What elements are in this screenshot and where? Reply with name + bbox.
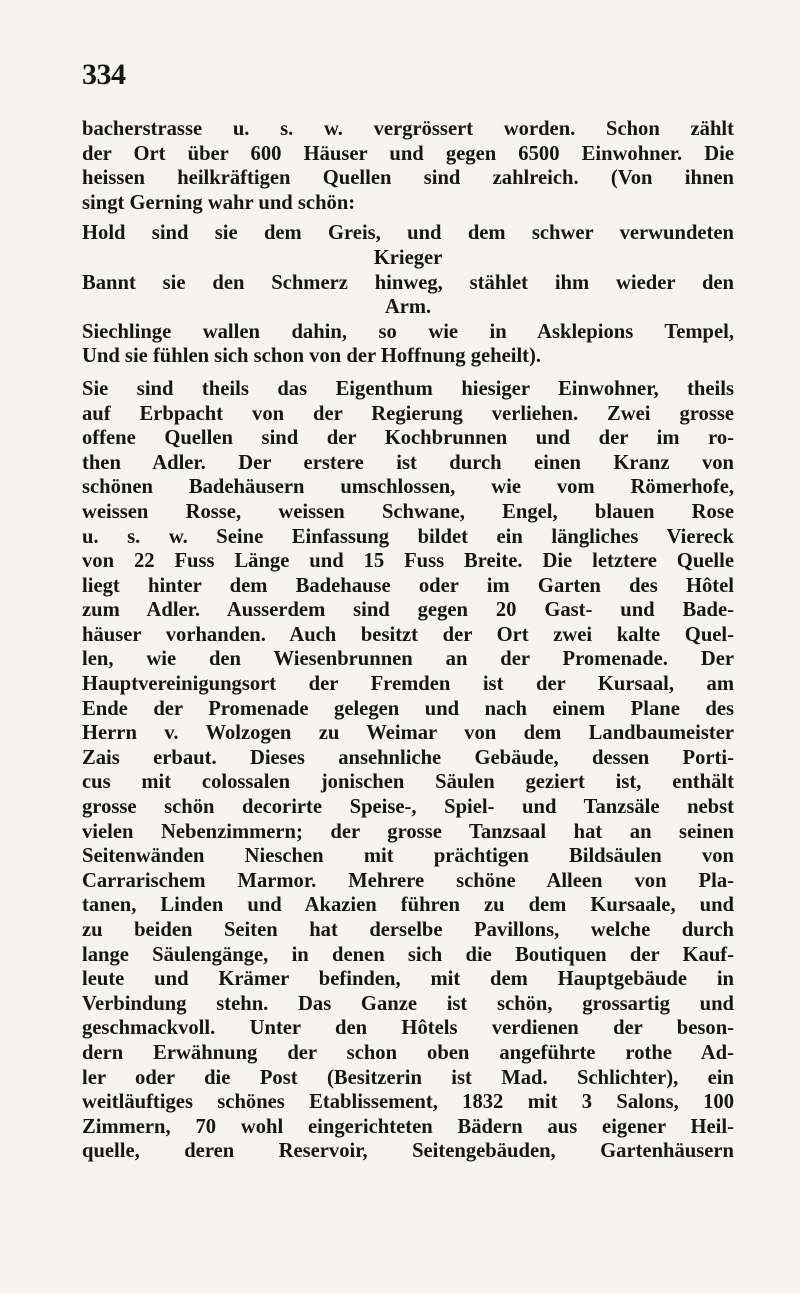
text-line: Verbindung stehn. Das Ganze ist schön, grossartig und bbox=[82, 992, 734, 1015]
text-line: von 22 Fuss Länge und 15 Fuss Breite. Die letztere Quelle bbox=[82, 550, 734, 573]
text-line: auf Erbpacht von der Regierung verliehen. Zwei grosse bbox=[82, 402, 734, 425]
text-line: heissen heilkräftigen Quellen sind zahlreich. (Von ihnen bbox=[82, 167, 734, 190]
text-line: liegt hinter dem Badehause oder im Garten des Hôtel bbox=[82, 574, 734, 597]
text-line: weissen Rosse, weissen Schwane, Engel, blauen Rose bbox=[82, 500, 734, 523]
text-line: quelle, deren Reservoir, Seitengebäuden, Gartenhäusern bbox=[82, 1140, 734, 1163]
text-line: geschmackvoll. Unter den Hôtels verdienen der beson- bbox=[82, 1017, 734, 1040]
body-text bbox=[82, 117, 734, 1164]
text-line: vielen Nebenzimmern; der grosse Tanzsaal hat an seinen bbox=[82, 820, 734, 843]
text-line: lange Säulengänge, in denen sich die Boutiquen der Kauf- bbox=[82, 943, 734, 966]
text-line: Seitenwänden Nieschen mit prächtigen Bildsäulen von bbox=[82, 845, 734, 868]
text-line: offene Quellen sind der Kochbrunnen und der im ro- bbox=[82, 427, 734, 450]
text-line: der Ort über 600 Häuser und gegen 6500 Einwohner. Die bbox=[82, 142, 734, 165]
page-number: 334 bbox=[82, 58, 126, 91]
verse-line: Und sie fühlen sich schon von der Hoffnung geheilt). bbox=[82, 345, 542, 368]
text-line: weitläuftiges schönes Etablissement, 1832 mit 3 Salons, 100 bbox=[82, 1091, 734, 1114]
text-line: Zais erbaut. Dieses ansehnliche Gebäude, dessen Porti- bbox=[82, 746, 734, 769]
text-line: singt Gerning wahr und schön: bbox=[82, 191, 356, 214]
text-line: bacherstrasse u. s. w. vergrössert worden. Schon zählt bbox=[82, 118, 734, 140]
text-line: Hauptvereinigungsort der Fremden ist der Kursaal, am bbox=[82, 673, 734, 696]
verse-line: Siechlinge wallen dahin, so wie in Asklepions Tempel, bbox=[82, 320, 734, 343]
verse-line: Bannt sie den Schmerz hinweg, stählet ihm wieder den bbox=[82, 271, 734, 294]
verse-line: Hold sind sie dem Greis, und dem schwer verwundeten bbox=[82, 222, 734, 245]
text-line: dern Erwähnung der schon oben angeführte rothe Ad- bbox=[82, 1041, 734, 1064]
text-line: len, wie den Wiesenbrunnen an der Promenade. Der bbox=[82, 648, 734, 671]
text-line: tanen, Linden und Akazien führen zu dem Kursaale, und bbox=[82, 894, 734, 917]
text-line: grosse schön decorirte Speise-, Spiel- und Tanzsäle nebst bbox=[82, 796, 734, 819]
text-line: u. s. w. Seine Einfassung bildet ein längliches Viereck bbox=[82, 525, 734, 548]
text-line: cus mit colossalen jonischen Säulen geziert ist, enthält bbox=[82, 771, 734, 794]
text-line: Sie sind theils das Eigenthum hiesiger Einwohner, theils bbox=[82, 377, 734, 400]
verse-line: Krieger bbox=[373, 246, 443, 269]
text-line: Zimmern, 70 wohl eingerichteten Bädern aus eigener Heil- bbox=[82, 1115, 734, 1138]
text-line: Herrn v. Wolzogen zu Weimar von dem Landbaumeister bbox=[82, 722, 734, 745]
text-line: Carrarischem Marmor. Mehrere schöne Alleen von Pla- bbox=[82, 869, 734, 892]
text-line: leute und Krämer befinden, mit dem Hauptgebäude in bbox=[82, 968, 734, 991]
text-line: ler oder die Post (Besitzerin ist Mad. Schlichter), ein bbox=[82, 1066, 734, 1089]
verse-line: Arm. bbox=[384, 296, 432, 319]
text-line: then Adler. Der erstere ist durch einen Kranz von bbox=[82, 451, 734, 474]
text-line: Ende der Promenade gelegen und nach einem Plane des bbox=[82, 697, 734, 720]
text-line: häuser vorhanden. Auch besitzt der Ort zwei kalte Quel- bbox=[82, 623, 734, 646]
text-line: schönen Badehäusern umschlossen, wie vom Römerhofe, bbox=[82, 476, 734, 499]
text-line: zu beiden Seiten hat derselbe Pavillons, welche durch bbox=[82, 919, 734, 941]
text-line: zum Adler. Ausserdem sind gegen 20 Gast- und Bade- bbox=[82, 599, 734, 622]
